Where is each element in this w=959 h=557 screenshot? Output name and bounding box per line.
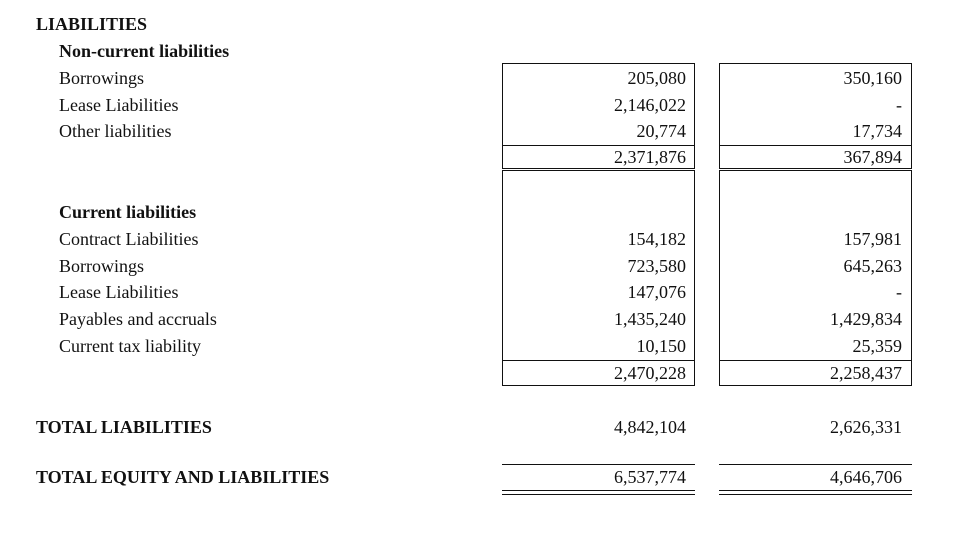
cell-lease-nc-col1: 2,146,022 bbox=[614, 95, 686, 115]
cell-contract-col2: 157,981 bbox=[843, 229, 902, 249]
subsection-heading-current: Current liabilities bbox=[59, 202, 197, 222]
cell-current-subtotal-col1: 2,470,228 bbox=[614, 363, 686, 383]
cell-payables-col1: 1,435,240 bbox=[614, 309, 686, 329]
cell-noncurrent-subtotal-col1: 2,371,876 bbox=[614, 147, 686, 167]
col2-current-subtotal-line bbox=[719, 360, 912, 361]
cell-other-col2: 17,734 bbox=[852, 121, 902, 141]
col2-double-underline-b bbox=[719, 494, 912, 495]
subsection-heading-non-current: Non-current liabilities bbox=[59, 41, 230, 61]
cell-lease-nc-col2: - bbox=[896, 95, 902, 115]
cell-lease-c-col1: 147,076 bbox=[627, 282, 686, 302]
col2-double-underline-a bbox=[719, 490, 912, 491]
cell-other-col1: 20,774 bbox=[636, 121, 686, 141]
cell-noncurrent-subtotal-col2: 367,894 bbox=[843, 147, 902, 167]
section-heading-liabilities: LIABILITIES bbox=[36, 14, 148, 34]
cell-borrowings-c-col2: 645,263 bbox=[843, 256, 902, 276]
cell-contract-col1: 154,182 bbox=[627, 229, 686, 249]
cell-borrowings-nc-col2: 350,160 bbox=[843, 68, 902, 88]
row-label-current-tax: Current tax liability bbox=[59, 336, 201, 356]
cell-borrowings-nc-col1: 205,080 bbox=[627, 68, 686, 88]
total-liabilities-col1: 4,842,104 bbox=[614, 417, 686, 437]
total-equity-liabilities-col2: 4,646,706 bbox=[830, 467, 902, 487]
col1-double-underline-a bbox=[502, 490, 695, 491]
col1-current-subtotal-line bbox=[502, 360, 695, 361]
row-label-lease-liabilities-c: Lease Liabilities bbox=[59, 282, 179, 302]
row-label-borrowings-c: Borrowings bbox=[59, 256, 144, 276]
col2-grand-total-top-line bbox=[719, 464, 912, 465]
cell-lease-c-col2: - bbox=[896, 282, 902, 302]
row-label-contract-liabilities: Contract Liabilities bbox=[59, 229, 199, 249]
cell-current-subtotal-col2: 2,258,437 bbox=[830, 363, 902, 383]
col1-double-underline-b bbox=[502, 494, 695, 495]
cell-current-tax-col1: 10,150 bbox=[636, 336, 686, 356]
total-liabilities-col2: 2,626,331 bbox=[830, 417, 902, 437]
total-equity-liabilities-label: TOTAL EQUITY AND LIABILITIES bbox=[36, 467, 330, 487]
row-label-other-liabilities: Other liabilities bbox=[59, 121, 172, 141]
row-label-borrowings-nc: Borrowings bbox=[59, 68, 144, 88]
total-equity-liabilities-col1: 6,537,774 bbox=[614, 467, 686, 487]
cell-payables-col2: 1,429,834 bbox=[830, 309, 902, 329]
cell-borrowings-c-col1: 723,580 bbox=[627, 256, 686, 276]
row-label-payables-accruals: Payables and accruals bbox=[59, 309, 217, 329]
row-label-lease-liabilities-nc: Lease Liabilities bbox=[59, 95, 179, 115]
cell-current-tax-col2: 25,359 bbox=[852, 336, 902, 356]
col1-grand-total-top-line bbox=[502, 464, 695, 465]
total-liabilities-label: TOTAL LIABILITIES bbox=[36, 417, 212, 437]
